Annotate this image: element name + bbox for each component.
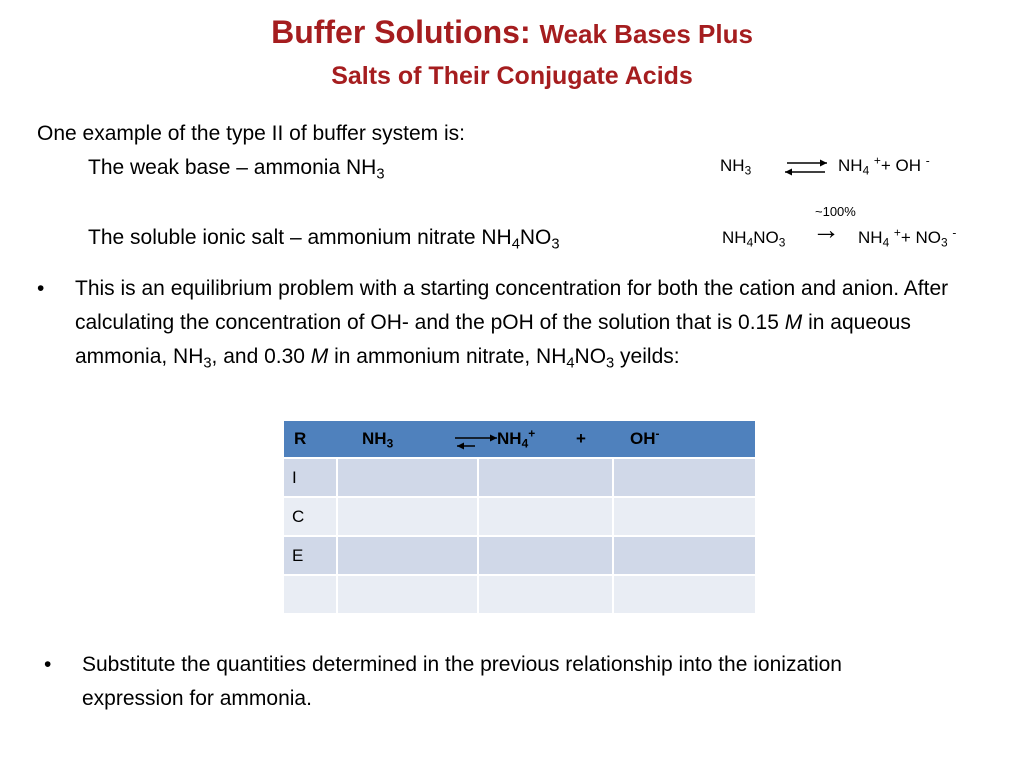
table-cell bbox=[613, 458, 756, 497]
eq2-reactant: $NH_4NO_3$ bbox=[722, 228, 786, 250]
bullet-icon: • bbox=[44, 653, 52, 676]
bullet-equilibrium-text: This is an equilibrium problem with a starting concentration for both the cation and anion. After calculating the concentration of OH- and the pOH of the solution that is 0.15 M in aqueous ammonia, $NH_3$, and 0.30 M in ammonium nitrate, $NH_4NO_3$ yeilds: bbox=[75, 277, 949, 372]
table-cell bbox=[337, 536, 478, 575]
weak-base-line bbox=[88, 156, 385, 183]
row-label: I bbox=[283, 458, 337, 497]
ice-table-header bbox=[283, 420, 756, 458]
table-cell bbox=[478, 458, 613, 497]
bullet-substitute-text: Substitute the quantities determined in the previous relationship into the ionization expression for ammonia. bbox=[82, 653, 842, 710]
eq1-reactant: $NH_3$ bbox=[720, 156, 752, 178]
table-cell bbox=[478, 536, 613, 575]
title-part2: Weak Bases Plus bbox=[539, 19, 753, 49]
ice-row-blank bbox=[283, 575, 756, 614]
ice-row-e bbox=[283, 536, 756, 575]
table-cell bbox=[337, 497, 478, 536]
bullet-equilibrium bbox=[37, 272, 972, 374]
salt-sub1: 4 bbox=[511, 236, 520, 253]
table-cell bbox=[478, 575, 613, 614]
eq2-products: $NH_4$ $^++ NO_3$ - bbox=[858, 225, 957, 250]
salt-mid: NO bbox=[519, 226, 552, 249]
title-part1: Buffer Solutions: bbox=[271, 14, 531, 50]
table-equilibrium-arrow-icon bbox=[451, 434, 501, 452]
table-cell bbox=[337, 458, 478, 497]
table-cell bbox=[478, 497, 613, 536]
ice-table bbox=[282, 419, 757, 615]
salt-line bbox=[88, 226, 560, 253]
row-label: E bbox=[283, 536, 337, 575]
salt-text: The soluble ionic salt – ammonium nitrate NH bbox=[88, 226, 512, 249]
intro-line: One example of the type II of buffer system is: bbox=[37, 122, 465, 145]
bullet-icon: • bbox=[37, 277, 45, 300]
header-oh: OH- bbox=[630, 426, 660, 448]
row-label bbox=[283, 575, 337, 614]
slide-title bbox=[0, 14, 1024, 51]
row-label: C bbox=[283, 497, 337, 536]
weak-base-sub: 3 bbox=[376, 166, 385, 183]
slide-subtitle: Salts of Their Conjugate Acids bbox=[331, 62, 693, 90]
header-nh4: $NH_4^+$ bbox=[497, 426, 536, 451]
eq2-percent-label: ~100% bbox=[815, 204, 856, 219]
table-cell bbox=[337, 575, 478, 614]
table-cell bbox=[613, 575, 756, 614]
header-r: R bbox=[294, 429, 307, 448]
ice-row-c bbox=[283, 497, 756, 536]
weak-base-text: The weak base – ammonia NH bbox=[88, 156, 377, 179]
bullet-substitute bbox=[44, 648, 944, 716]
equilibrium-arrow-icon bbox=[781, 158, 831, 178]
table-cell bbox=[613, 497, 756, 536]
header-nh3: $NH_3$ bbox=[362, 429, 394, 451]
header-plus: + bbox=[576, 429, 586, 448]
right-arrow-icon: → bbox=[812, 214, 840, 245]
table-cell bbox=[613, 536, 756, 575]
ice-row-i bbox=[283, 458, 756, 497]
eq1-products: $NH_4$ ++ OH - bbox=[838, 153, 930, 178]
ice-header-cell bbox=[283, 420, 756, 458]
salt-sub2: 3 bbox=[551, 236, 560, 253]
